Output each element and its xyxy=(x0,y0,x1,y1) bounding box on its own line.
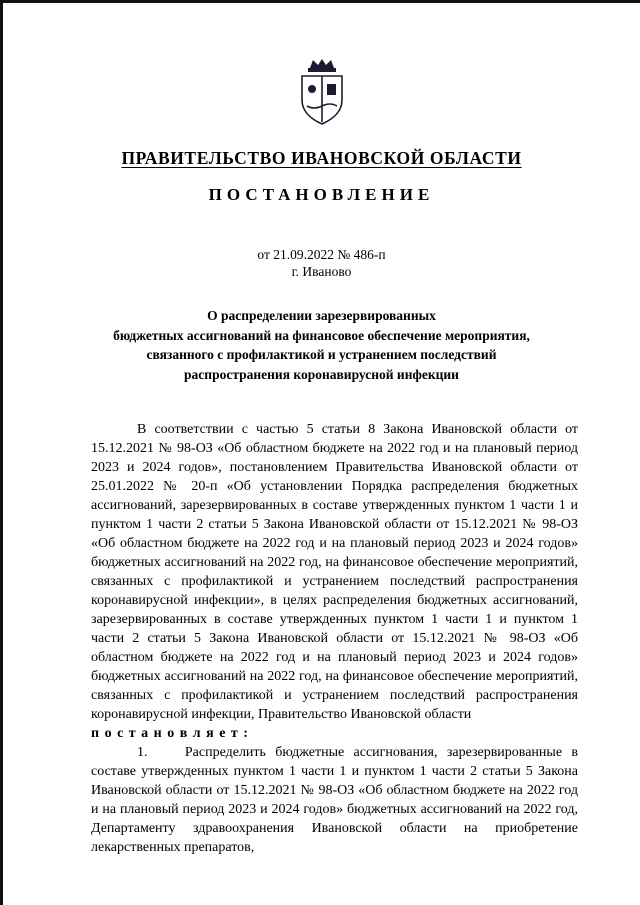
preamble-paragraph: В соответствии с частью 5 статьи 8 Закона Ивановской области от 15.12.2021 № 98-ОЗ «Об областном бюджете на 2022 год и на плановый период 2023 и 2024 годов», постановлением Правительства Ивановской области от 25.01.2022 № 20-п «Об установлении Порядка распределения бюджетных ассигнований, зарезервированных в составе утвержденных пунктом 1 части 1 и пунктом 1 части 2 статьи 5 Закона Ивановской области от 15.12.2021 № 98-ОЗ «Об областном бюджете на 2022 год и на плановый период 2023 и 2024 годов» бюджетных ассигнований на 2022 год, на финансовое обеспечение мероприятий, связанных с профилактикой и устранением последствий распространения коронавирусной инфекции», в целях распределения бюджетных ассигнований, зарезервированных в составе утвержденных пунктом 1 части 1 и пунктом 1 части 2 статьи 5 Закона Ивановской области от 15.12.2021 № 98-ОЗ «Об областном бюджете на 2022 год и на плановый период 2023 и 2024 годов» бюджетных ассигнований на 2022 год, на финансовое обеспечение мероприятий, связанных с профилактикой и устранением последствий распространения коронавирусной инфекции, Правительство Ивановской области xyxy=(91,422,578,723)
emblem-container xyxy=(3,3,640,132)
resolves-keyword: п о с т а н о в л я е т : xyxy=(91,726,249,742)
document-body xyxy=(3,420,640,857)
title-line-2: бюджетных ассигнований на финансовое обеспечение мероприятия, xyxy=(113,327,530,343)
document-subject-title xyxy=(3,306,640,384)
place-line: г. Иваново xyxy=(291,264,352,279)
operative-paragraph-1: 1. Распределить бюджетные ассигнования, зарезервированные в составе утвержденных пунктом 1 части 1 и пунктом 1 части 2 статьи 5 Закона Ивановской области от 15.12.2021 № 98-ОЗ «Об областном бюджете на 2022 год и на плановый период 2023 и 2024 годов» бюджетных ассигнований на 2022 год, Департаменту здравоохранения Ивановской области на приобретение лекарственных препаратов, xyxy=(91,745,578,856)
title-line-1: О распределении зарезервированных xyxy=(207,308,436,323)
title-line-4: распространения коронавирусной инфекции xyxy=(184,366,459,382)
coat-of-arms-icon xyxy=(293,57,351,127)
authority-name: ПРАВИТЕЛЬСТВО ИВАНОВСКОЙ ОБЛАСТИ xyxy=(121,148,522,168)
title-line-3: связанного с профилактикой и устранением последствий xyxy=(146,347,497,363)
document-type-heading: ПОСТАНОВЛЕНИЕ xyxy=(208,185,435,204)
date-and-number-line: от 21.09.2022 № 486-п xyxy=(257,247,386,262)
